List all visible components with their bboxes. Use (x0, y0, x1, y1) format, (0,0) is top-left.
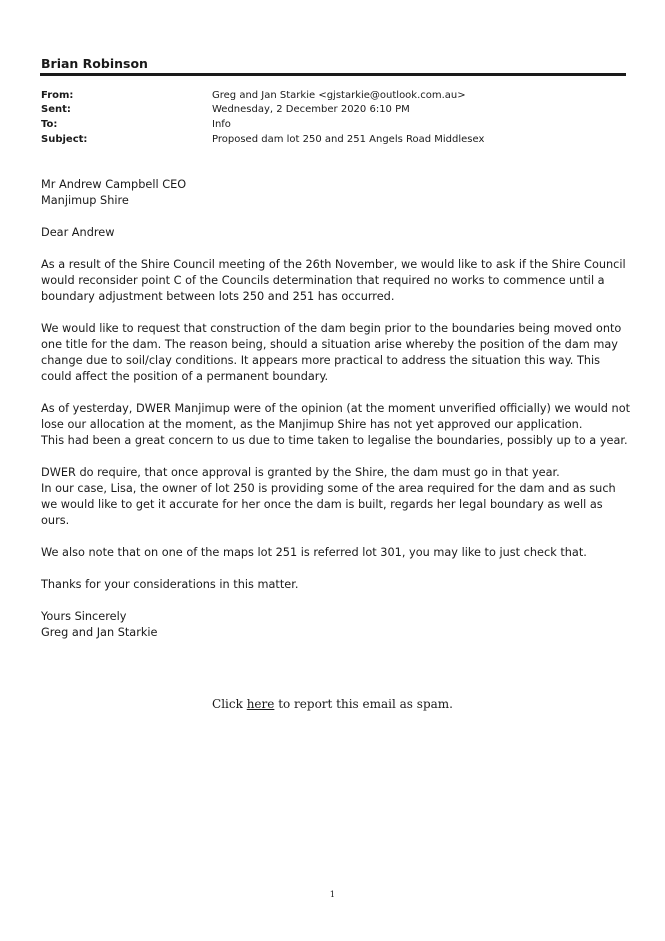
paragraph-4-line-2: In our case, Lisa, the owner of lot 250 is providing some of the area required for the dam and as such we would like to get it accurate for her once the dam is built, regards her legal boundary as well as ours. (41, 482, 616, 527)
spam-suffix: to report this email as spam. (274, 697, 453, 711)
paragraph-3-line-2: This had been a great concern to us due to time taken to legalise the boundaries, possibly up to a year. (41, 434, 628, 447)
spam-report (0, 697, 665, 711)
spam-report-link[interactable]: here (246, 697, 275, 711)
signoff-block (41, 609, 631, 641)
paragraph-6: Thanks for your considerations in this matter. (41, 578, 299, 591)
paragraph-3 (41, 401, 631, 449)
email-body (41, 177, 631, 657)
paragraph-5: We also note that on one of the maps lot 251 is referred lot 301, you may like to just check that. (41, 546, 587, 559)
spam-prefix: Click (212, 697, 247, 711)
paragraph-3-line-1: As of yesterday, DWER Manjimup were of the opinion (at the moment unverified officially) we would not lose our allocation at the moment, as the Manjimup Shire has not yet approved our application. (41, 402, 631, 431)
sender-name: Brian Robinson (41, 56, 148, 71)
salutation: Dear Andrew (41, 226, 115, 239)
paragraph-1: As a result of the Shire Council meeting of the 26th November, we would like to ask if the Shire Council would reconsider point C of the Councils determination that required no works to commence until a boundary adjustment between lots 250 and 251 has occurred. (41, 258, 626, 303)
paragraph-2: We would like to request that construction of the dam begin prior to the boundaries being moved onto one title for the dam. The reason being, should a situation arise whereby the position of the dam may change due to soil/clay conditions. It appears more practical to address the situation this way. This could affect the position of a permanent boundary. (41, 322, 622, 383)
header-from-label: From: (41, 90, 74, 101)
signoff: Yours Sincerely (41, 610, 127, 623)
paragraph-4-line-1: DWER do require, that once approval is granted by the Shire, the dam must go in that year. (41, 466, 560, 479)
addressee-line-1: Mr Andrew Campbell CEO (41, 178, 187, 191)
header-sent-label: Sent: (41, 104, 71, 115)
header-rule (40, 73, 626, 76)
header-subject-value: Proposed dam lot 250 and 251 Angels Road Middlesex (212, 134, 485, 145)
header-to-value: Info (212, 119, 231, 130)
page-number: 1 (329, 890, 336, 900)
header-from-value: Greg and Jan Starkie <gjstarkie@outlook.com.au> (212, 90, 466, 101)
header-subject-label: Subject: (41, 134, 88, 145)
paragraph-4 (41, 465, 631, 529)
signature: Greg and Jan Starkie (41, 626, 158, 639)
addressee (41, 177, 631, 209)
header-sent-value: Wednesday, 2 December 2020 6:10 PM (212, 104, 410, 115)
header-to-label: To: (41, 119, 58, 130)
addressee-line-2: Manjimup Shire (41, 194, 129, 207)
